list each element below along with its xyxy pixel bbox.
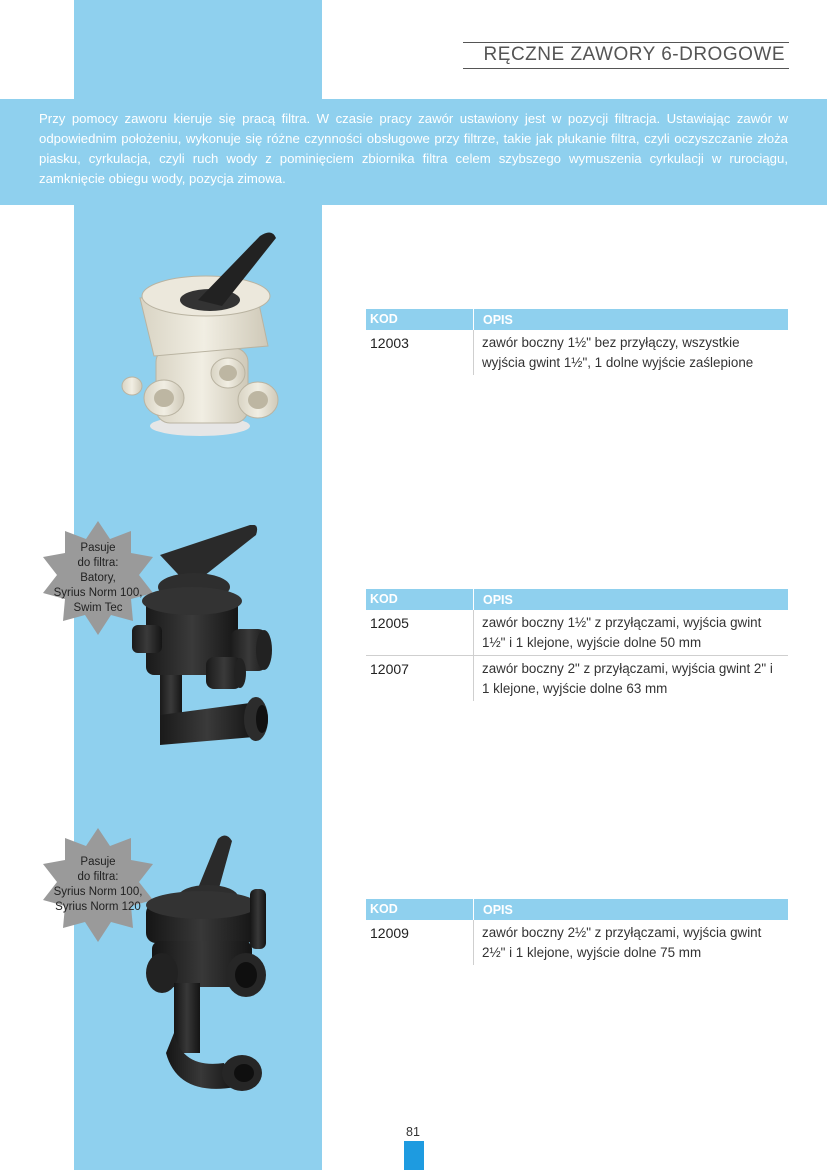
header-opis: OPIS	[483, 902, 513, 917]
header-kod: KOD	[366, 899, 474, 920]
badge-line: Swim Tec	[73, 601, 123, 614]
badge-line: Batory,	[80, 571, 116, 584]
badge-line: Pasuje	[80, 856, 116, 868]
table-row	[366, 920, 788, 965]
product-description: zawór boczny 1½" z przyłączami, wyjścia gwint 1½" i 1 klejone, wyjście dolne 50 mm	[482, 615, 762, 650]
product-code: 12005	[366, 610, 474, 655]
valve-image-black-2	[138, 833, 273, 1103]
product-code: 12003	[366, 330, 474, 375]
badge-line: do filtra:	[77, 556, 119, 569]
page-tab-marker	[404, 1141, 424, 1170]
product-table-1	[366, 309, 788, 375]
badge-line: Syrius Norm 100,	[53, 886, 143, 898]
table-row	[366, 610, 788, 655]
product-table-2	[366, 589, 788, 701]
valve-image-beige	[118, 228, 283, 448]
intro-paragraph: Przy pomocy zaworu kieruje się pracą filtra. W czasie pracy zawór ustawiony jest w pozycji filtracja. Ustawiając zawór w odpowiednim położeniu, wykonuje się różne czynności obsługowe przy filtrze, takie jak płukanie filtra, czyli oczyszczanie złoża piasku, cyrkulacja, czyli ruch wody z pominięciem zbiornika filtra celem szybszego wymuszenia cyrkulacji w rurociągu, zamknięcie obiegu wody, pozycja zimowa.	[0, 99, 827, 205]
table-header	[366, 589, 788, 610]
header-opis: OPIS	[483, 312, 513, 327]
badge-line: Pasuje	[80, 541, 116, 554]
header-kod: KOD	[366, 589, 474, 610]
page-number: 81	[406, 1125, 420, 1139]
product-code: 12007	[366, 656, 474, 701]
valve-image-black-1	[130, 525, 275, 755]
page-title: RĘCZNE ZAWORY 6-DROGOWE	[463, 42, 789, 69]
badge-line: Syrius Norm 120	[55, 901, 141, 913]
header-opis: OPIS	[483, 592, 513, 607]
table-header	[366, 309, 788, 330]
product-description: zawór boczny 2" z przyłączami, wyjścia gwint 2" i 1 klejone, wyjście dolne 63 mm	[482, 661, 773, 696]
product-description: zawór boczny 1½" bez przyłączy, wszystkie wyjścia gwint 1½", 1 dolne wyjście zaślepione	[482, 335, 754, 370]
product-code: 12009	[366, 920, 474, 965]
badge-line: Syrius Norm 100,	[53, 586, 143, 599]
table-row	[366, 330, 788, 375]
header-kod: KOD	[366, 309, 474, 330]
table-header	[366, 899, 788, 920]
badge-line: do filtra:	[77, 871, 119, 883]
table-row	[366, 655, 788, 701]
product-description: zawór boczny 2½" z przyłączami, wyjścia gwint 2½" i 1 klejone, wyjście dolne 75 mm	[482, 925, 762, 960]
product-table-3	[366, 899, 788, 965]
